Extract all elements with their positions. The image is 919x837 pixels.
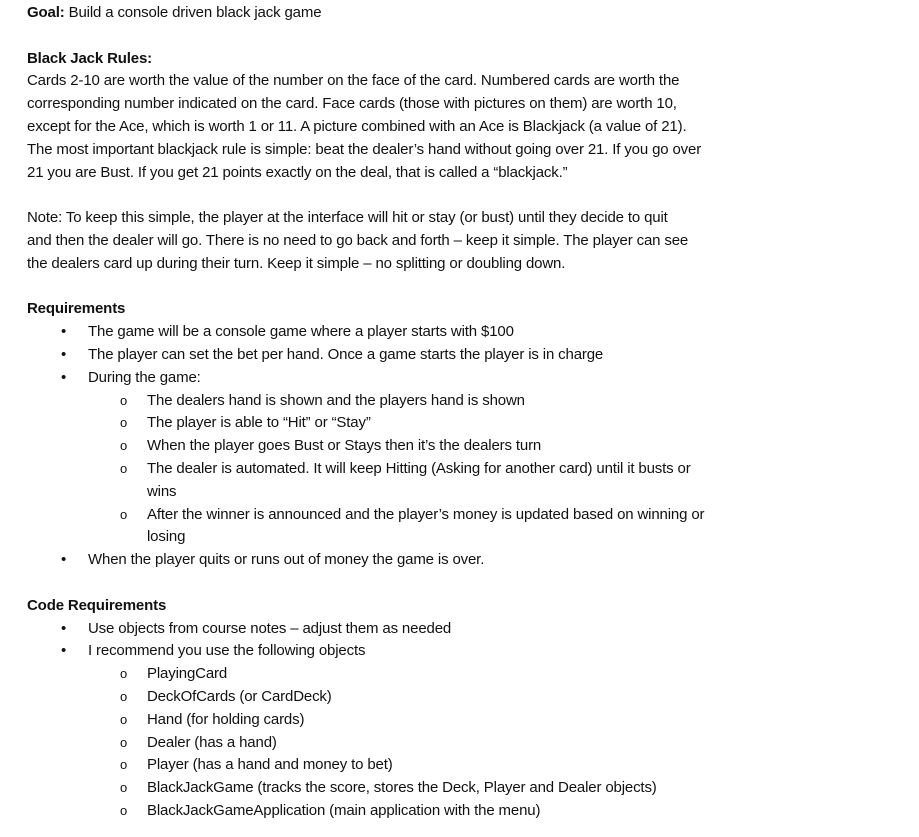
rules-paragraph bbox=[27, 70, 907, 184]
bullet-icon: • bbox=[61, 551, 67, 569]
list-item bbox=[27, 344, 907, 367]
list-item bbox=[27, 390, 907, 413]
list-item-text: During the game: bbox=[88, 368, 201, 386]
bullet-icon: • bbox=[61, 345, 67, 363]
list-item bbox=[27, 754, 907, 777]
list-item-text: The player is able to “Hit” or “Stay” bbox=[147, 414, 371, 432]
paragraph-line: the dealers card up during their turn. Keep it simple – no splitting or doubling down. bbox=[27, 254, 566, 272]
list-item bbox=[27, 504, 907, 527]
list-item-text: After the winner is announced and the player’s money is updated based on winning or bbox=[147, 505, 705, 523]
list-item-text: Player (has a hand and money to bet) bbox=[147, 756, 393, 774]
bullet-icon: • bbox=[61, 642, 67, 660]
bullet-icon: • bbox=[61, 323, 67, 341]
list-item-text: Dealer (has a hand) bbox=[147, 733, 277, 751]
bullet-icon: • bbox=[61, 619, 67, 637]
list-item bbox=[27, 526, 907, 549]
bullet-icon: • bbox=[61, 368, 67, 386]
circle-bullet-icon: o bbox=[120, 666, 128, 682]
list-item-text: wins bbox=[147, 482, 177, 500]
list-item bbox=[27, 686, 907, 709]
circle-bullet-icon: o bbox=[120, 688, 128, 704]
list-item bbox=[27, 709, 907, 732]
list-item-text: PlayingCard bbox=[147, 665, 228, 683]
list-item-text: The game will be a console game where a player starts with $100 bbox=[88, 323, 514, 341]
list-item-text: The dealers hand is shown and the players hand is shown bbox=[147, 391, 525, 409]
list-item-text: When the player quits or runs out of money the game is over. bbox=[88, 551, 485, 569]
circle-bullet-icon: o bbox=[120, 711, 128, 727]
list-item bbox=[27, 481, 907, 504]
paragraph-line: The most important blackjack rule is simple: beat the dealer’s hand without going over 21. If you go over bbox=[27, 140, 702, 158]
circle-bullet-icon: o bbox=[120, 415, 128, 431]
list-item bbox=[27, 435, 907, 458]
list-item-text: When the player goes Bust or Stays then it’s the dealers turn bbox=[147, 437, 542, 455]
paragraph-line: corresponding number indicated on the card. Face cards (those with pictures on them) are worth 10, bbox=[27, 95, 677, 113]
paragraph-line: and then the dealer will go. There is no need to go back and forth – keep it simple. The player can see bbox=[27, 231, 689, 249]
goal-line bbox=[27, 2, 907, 25]
list-item bbox=[27, 663, 907, 686]
circle-bullet-icon: o bbox=[120, 757, 128, 773]
list-item-text: Hand (for holding cards) bbox=[147, 710, 305, 728]
list-item-text: The dealer is automated. It will keep Hitting (Asking for another card) until it busts or bbox=[147, 459, 691, 477]
note-paragraph bbox=[27, 207, 907, 275]
goal-label: Goal: bbox=[27, 4, 65, 21]
list-item-text: I recommend you use the following objects bbox=[88, 642, 366, 660]
list-item bbox=[27, 640, 907, 663]
list-item bbox=[27, 412, 907, 435]
paragraph-line: Cards 2-10 are worth the value of the number on the face of the card. Numbered cards are worth the bbox=[27, 72, 680, 90]
circle-bullet-icon: o bbox=[120, 506, 128, 522]
list-item bbox=[27, 777, 907, 800]
paragraph-line: except for the Ace, which is worth 1 or 11. A picture combined with an Ace is Blackjack (a value of 21). bbox=[27, 117, 687, 135]
list-item bbox=[27, 458, 907, 481]
paragraph-line: 21 you are Bust. If you get 21 points exactly on the deal, that is called a “blackjack.” bbox=[27, 163, 568, 181]
list-item-text: The player can set the bet per hand. Once a game starts the player is in charge bbox=[88, 345, 604, 363]
paragraph-line: Note: To keep this simple, the player at the interface will hit or stay (or bust) until they decide to quit bbox=[27, 209, 668, 227]
list-item bbox=[27, 800, 907, 823]
goal-text: Build a console driven black jack game bbox=[64, 4, 322, 21]
list-item bbox=[27, 367, 907, 390]
document-body bbox=[27, 2, 907, 823]
code-requirements-list bbox=[27, 618, 907, 823]
list-item-text: BlackJackGameApplication (main application with the menu) bbox=[147, 801, 541, 819]
requirements-heading: Requirements bbox=[27, 300, 126, 318]
circle-bullet-icon: o bbox=[120, 460, 128, 476]
list-item bbox=[27, 321, 907, 344]
list-item-text: BlackJackGame (tracks the score, stores the Deck, Player and Dealer objects) bbox=[147, 779, 657, 797]
circle-bullet-icon: o bbox=[120, 438, 128, 454]
list-item bbox=[27, 732, 907, 755]
requirements-list bbox=[27, 321, 907, 572]
list-item bbox=[27, 618, 907, 641]
list-item-text: losing bbox=[147, 528, 186, 546]
circle-bullet-icon: o bbox=[120, 802, 128, 818]
circle-bullet-icon: o bbox=[120, 392, 128, 408]
list-item-text: Use objects from course notes – adjust them as needed bbox=[88, 619, 452, 637]
list-item bbox=[27, 549, 907, 572]
circle-bullet-icon: o bbox=[120, 780, 128, 796]
rules-heading: Black Jack Rules: bbox=[27, 49, 153, 67]
list-item-text: DeckOfCards (or CardDeck) bbox=[147, 687, 332, 705]
code-requirements-heading: Code Requirements bbox=[27, 596, 167, 614]
circle-bullet-icon: o bbox=[120, 734, 128, 750]
